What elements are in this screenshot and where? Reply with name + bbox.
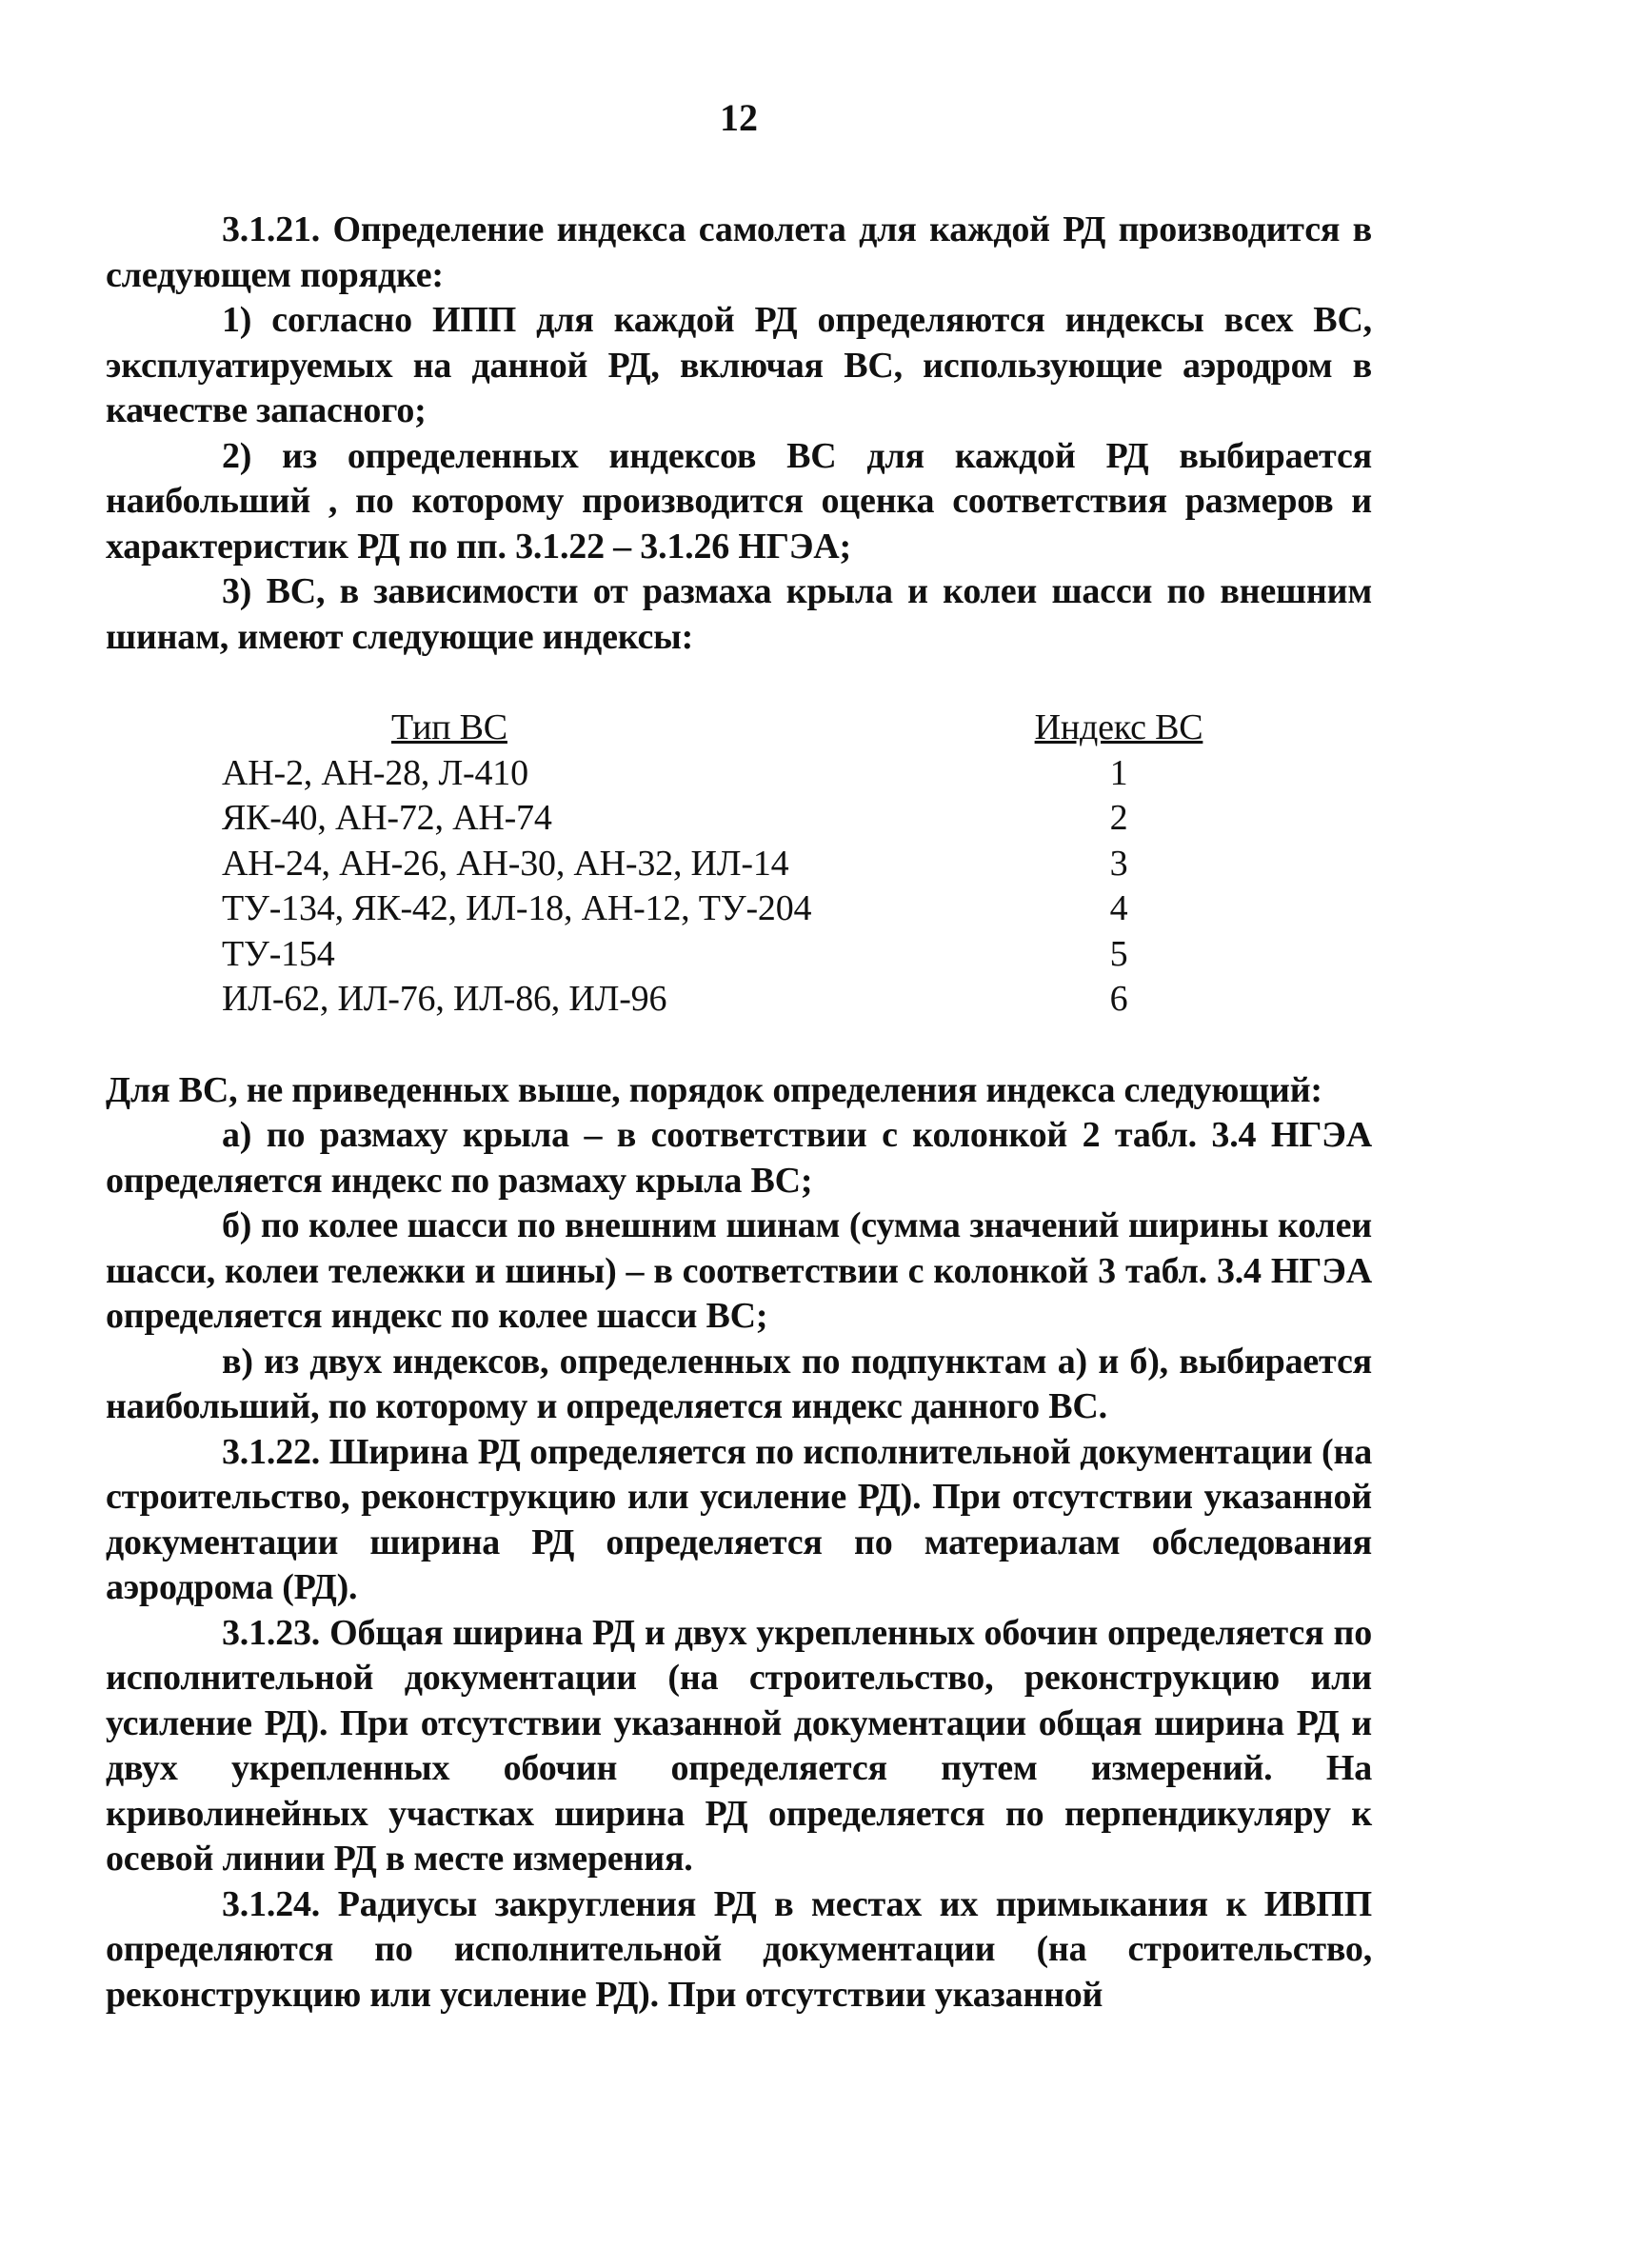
table-row (106, 932, 1372, 978)
list-item-2: 2) из определенных индексов ВС для каждой РД выбирается наибольший , по которому производится оценка соответствия размеров и характеристик РД по пп. 3.1.22 – 3.1.26 НГЭА; (106, 435, 1372, 567)
aircraft-index-table (106, 706, 1372, 1023)
table-header-row (106, 706, 1372, 751)
aircraft-index-cell: 3 (1109, 843, 1128, 884)
list-item-a: а) по размаху крыла – в соответствии с колонкой 2 табл. 3.4 НГЭА определяется индекс по размаху крыла ВС; (106, 1115, 1372, 1201)
body-text (106, 208, 1372, 2018)
list-item-3: 3) ВС, в зависимости от размаха крыла и колеи шасси по внешним шинам, имеют следующие индексы: (106, 571, 1372, 657)
list-item-1: 1) согласно ИПП для каждой РД определяются индексы всех ВС, эксплуатируемых на данной РД, включая ВС, использующие аэродром в качестве запасного; (106, 300, 1372, 430)
paragraph-3-1-21: 3.1.21. Определение индекса самолета для каждой РД производится в следующем порядке: (106, 209, 1372, 295)
aircraft-type-cell: АН-24, АН-26, АН-30, АН-32, ИЛ-14 (222, 843, 789, 884)
header-aircraft-type: Тип ВС (391, 707, 507, 747)
list-item-v: в) из двух индексов, определенных по подпунктам а) и б), выбирается наибольший, по которому и определяется индекс данного ВС. (106, 1341, 1372, 1426)
aircraft-index-cell: 4 (1109, 888, 1128, 928)
aircraft-type-cell: ИЛ-62, ИЛ-76, ИЛ-86, ИЛ-96 (222, 979, 667, 1019)
aircraft-type-cell: ЯК-40, АН-72, АН-74 (222, 798, 552, 838)
table-row (106, 751, 1372, 797)
table-row (106, 977, 1372, 1023)
aircraft-type-cell: ТУ-154 (222, 933, 335, 974)
aircraft-index-cell: 5 (1109, 933, 1128, 974)
header-aircraft-index: Индекс ВС (1034, 707, 1203, 747)
table-row (106, 842, 1372, 887)
paragraph-3-1-22: 3.1.22. Ширина РД определяется по исполнительной документации (на строительство, реконструкцию или усиление РД). При отсутствии указанной документации ширина РД определяется по материалам обследования аэродрома (РД). (106, 1431, 1372, 1607)
aircraft-type-cell: АН-2, АН-28, Л-410 (222, 752, 528, 793)
paragraph-3-1-23: 3.1.23. Общая ширина РД и двух укрепленных обочин определяется по исполнительной документации (на строительство, реконструкцию или усиление РД). При отсутствии указанной документации общая ширина РД и двух укрепленных обочин определяется путем измерений. На криволинейных участках ширина РД определяется по перпендикуляру к осевой линии РД в месте измерения. (106, 1612, 1372, 1879)
aircraft-type-cell: ТУ-134, ЯК-42, ИЛ-18, АН-12, ТУ-204 (222, 888, 812, 928)
page-number: 12 (720, 96, 758, 139)
aircraft-index-cell: 2 (1109, 798, 1128, 838)
aircraft-index-cell: 1 (1109, 752, 1128, 793)
aircraft-index-cell: 6 (1109, 979, 1128, 1019)
table-row (106, 886, 1372, 932)
paragraph-other-aircraft: Для ВС, не приведенных выше, порядок определения индекса следующий: (106, 1069, 1322, 1110)
list-item-b: б) по колее шасси по внешним шинам (сумма значений ширины колеи шасси, колеи тележки и шины) – в соответствии с колонкой 3 табл. 3.4 НГЭА определяется индекс по колее шасси ВС; (106, 1205, 1372, 1336)
paragraph-3-1-24: 3.1.24. Радиусы закругления РД в местах их примыкания к ИВПП определяются по исполнительной документации (на строительство, реконструкцию или усиление РД). При отсутствии указанной (106, 1883, 1372, 2015)
table-row (106, 796, 1372, 842)
